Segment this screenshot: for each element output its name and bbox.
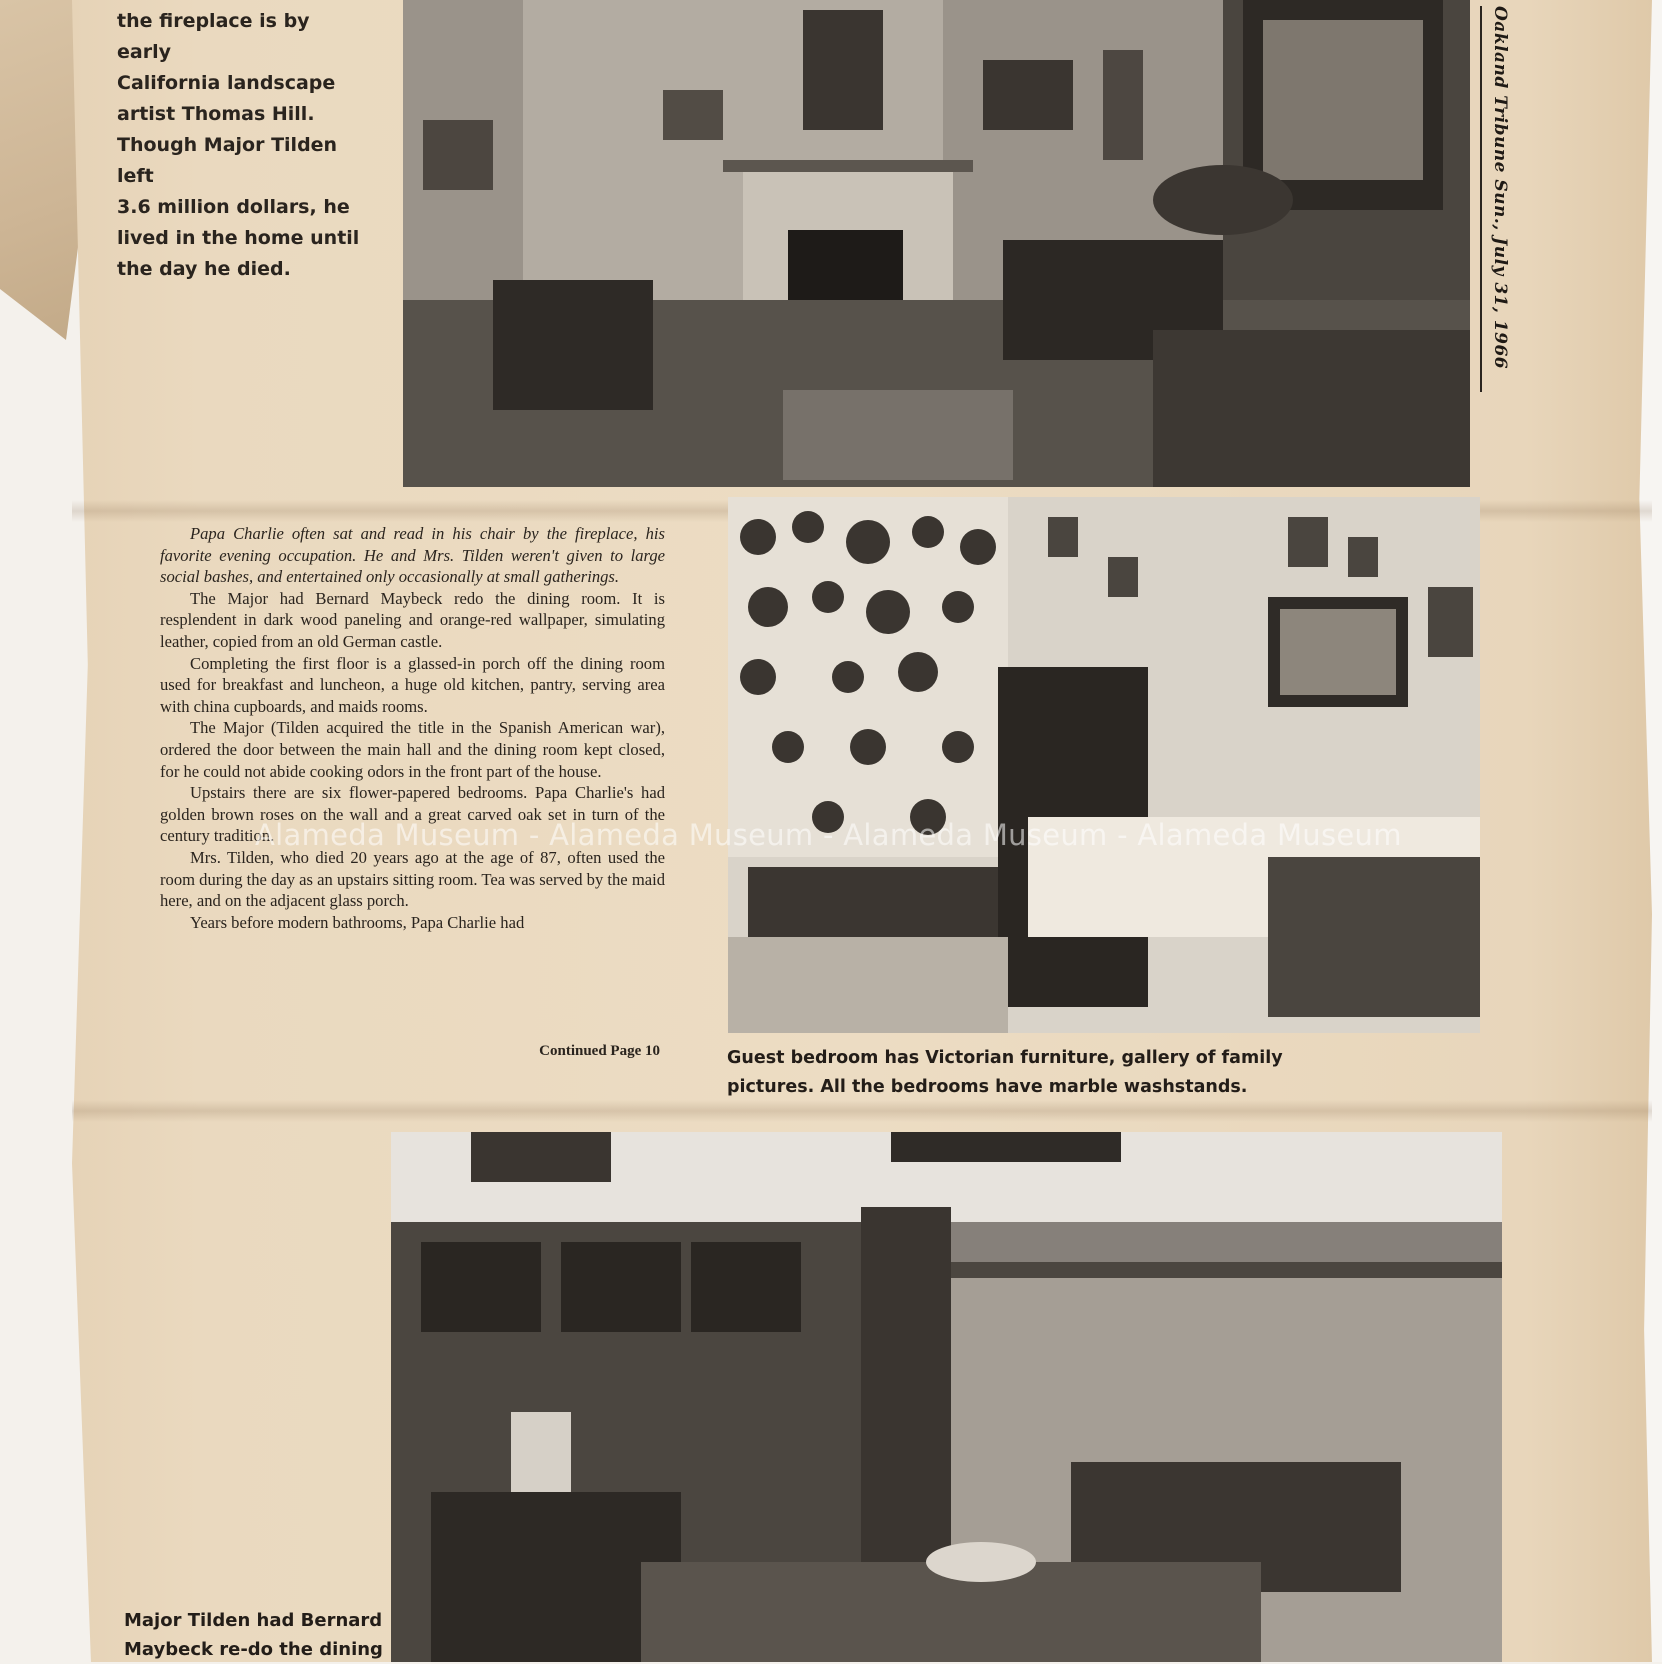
page-fold-lower — [72, 1100, 1652, 1122]
living-room-caption — [117, 6, 367, 285]
continued-note: Continued Page 10 — [539, 1043, 660, 1059]
caption-line: the fireplace is by early — [117, 10, 310, 63]
dining-room-caption — [124, 1606, 384, 1664]
article-paragraph: Mrs. Tilden, who died 20 years ago at the age of 87, often used the room during the day as an upstairs sitting room. Tea was served by the maid here, and on the adjacent glass porch. — [160, 847, 665, 911]
caption-line: Maybeck re-do the dining — [124, 1639, 383, 1660]
masthead — [1478, 6, 1510, 398]
article-paragraph: Upstairs there are six flower-papered bedrooms. Papa Charlie's had golden brown roses on the wall and a great carved oak set in turn of the century tradition. — [160, 783, 665, 846]
caption-line: Major Tilden had Bernard — [124, 1610, 383, 1631]
caption-line: the day he died. — [117, 258, 291, 280]
caption-line: Though Major Tilden left — [117, 134, 338, 187]
caption-line: 3.6 million dollars, he — [117, 196, 350, 218]
article-paragraph: Completing the first floor is a glassed-in porch off the dining room used for breakfast and luncheon, a huge old kitchen, pantry, serving area with china cupboards, and maids rooms. — [160, 653, 665, 716]
article-paragraph: Years before modern bathrooms, Papa Charlie had — [190, 912, 525, 932]
caption-line: lived in the home until — [117, 227, 360, 249]
guest-bedroom-photo — [728, 497, 1480, 1033]
watermark: Alameda Museum - Alameda Museum - Alameda Museum - Alameda Museum — [255, 818, 1402, 852]
article-paragraph: Papa Charlie often sat and read in his chair by the fireplace, his favorite evening occupation. He and Mrs. Tilden weren't given to large social bashes, and entertained only occasionally at small gatherings. — [160, 524, 665, 587]
caption-line: pictures. All the bedrooms have marble washstands. — [727, 1077, 1248, 1097]
caption-line: California landscape — [117, 72, 336, 94]
caption-line: Guest bedroom has Victorian furniture, gallery of family — [727, 1048, 1283, 1068]
caption-line: artist Thomas Hill. — [117, 103, 315, 125]
dining-room-photo — [391, 1132, 1502, 1662]
masthead-text: Oakland Tribune Sun., July 31, 1966 — [1490, 6, 1510, 370]
article-body — [160, 523, 665, 933]
guest-bedroom-caption — [727, 1044, 1287, 1102]
living-room-photo — [403, 0, 1470, 487]
article-paragraph: The Major (Tilden acquired the title in the Spanish American war), ordered the door between the main hall and the dining room kept closed, for he could not abide cooking odors in the front part of the house. — [160, 718, 665, 781]
article-paragraph: The Major had Bernard Maybeck redo the dining room. It is resplendent in dark wood paneling and orange-red wallpaper, simulating leather, copied from an old German castle. — [160, 588, 665, 651]
